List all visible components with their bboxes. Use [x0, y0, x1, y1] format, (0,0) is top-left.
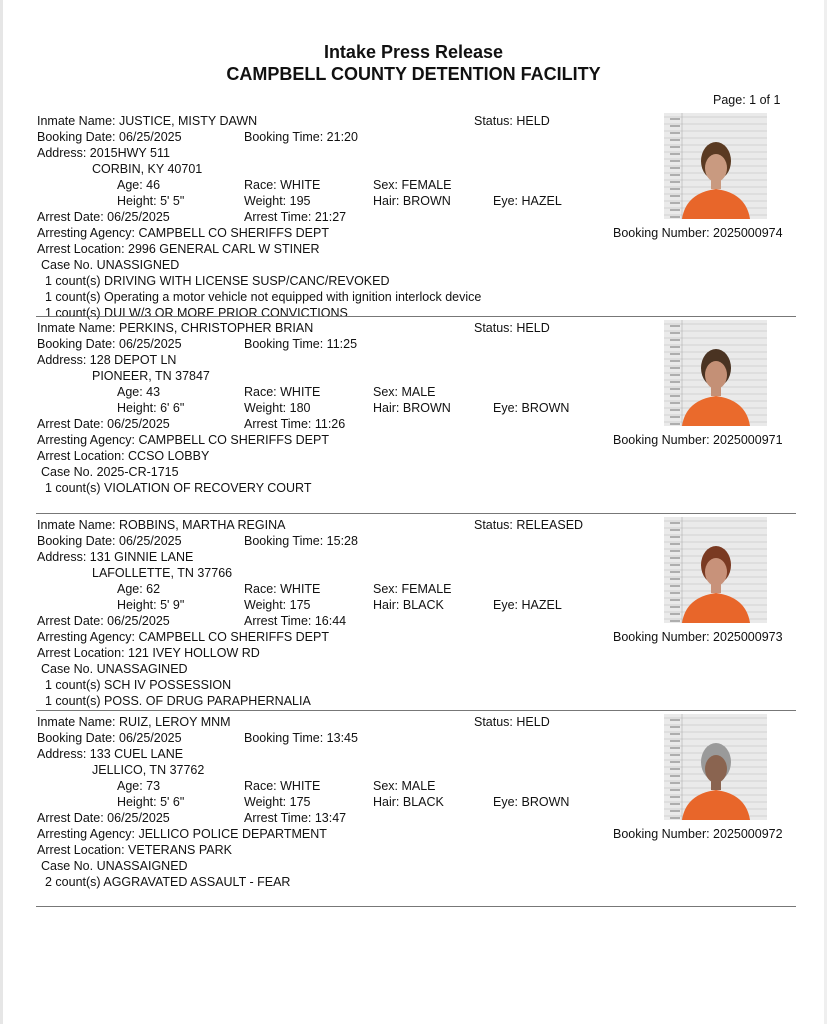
inmate-name: Inmate Name: JUSTICE, MISTY DAWN [37, 114, 258, 128]
sex: Sex: MALE [373, 779, 436, 793]
age: Age: 73 [117, 779, 161, 793]
inmate-status: Status: HELD [474, 715, 550, 729]
arrest-time: Arrest Time: 11:26 [244, 417, 346, 431]
address-city: CORBIN, KY 40701 [92, 162, 203, 176]
charge-line: 1 count(s) POSS. OF DRUG PARAPHERNALIA [45, 694, 311, 708]
race: Race: WHITE [244, 582, 321, 596]
case-number: Case No. UNASSAGINED [41, 662, 188, 676]
eye-color: Eye: BROWN [493, 795, 570, 809]
inmate-record [0, 320, 827, 520]
case-number: Case No. UNASSIGNED [41, 258, 180, 272]
case-number: Case No. UNASSAIGNED [41, 859, 188, 873]
booking-date: Booking Date: 06/25/2025 [37, 337, 182, 351]
weight: Weight: 195 [244, 194, 311, 208]
weight: Weight: 175 [244, 598, 311, 612]
inmate-record [0, 517, 827, 717]
arresting-agency: Arresting Agency: CAMPBELL CO SHERIFFS DEPT [37, 433, 329, 447]
hair: Hair: BROWN [373, 194, 451, 208]
arresting-agency: Arresting Agency: CAMPBELL CO SHERIFFS DEPT [37, 226, 329, 240]
inmate-name: Inmate Name: ROBBINS, MARTHA REGINA [37, 518, 286, 532]
height: Height: 5' 9" [117, 598, 185, 612]
arrest-time: Arrest Time: 13:47 [244, 811, 347, 825]
address-line: Address: 128 DEPOT LN [37, 353, 177, 367]
sex: Sex: FEMALE [373, 178, 452, 192]
booking-number: Booking Number: 2025000971 [613, 433, 783, 447]
height: Height: 5' 5" [117, 194, 185, 208]
race: Race: WHITE [244, 178, 321, 192]
height: Height: 5' 6" [117, 795, 185, 809]
eye-color: Eye: BROWN [493, 401, 570, 415]
hair: Hair: BLACK [373, 598, 444, 612]
booking-photo [664, 714, 767, 820]
address-city: JELLICO, TN 37762 [92, 763, 205, 777]
record-divider [36, 710, 796, 711]
charge-line: 2 count(s) AGGRAVATED ASSAULT - FEAR [45, 875, 291, 889]
address-city: PIONEER, TN 37847 [92, 369, 210, 383]
arresting-agency: Arresting Agency: JELLICO POLICE DEPARTMENT [37, 827, 327, 841]
booking-number: Booking Number: 2025000972 [613, 827, 783, 841]
booking-number: Booking Number: 2025000974 [613, 226, 783, 240]
weight: Weight: 175 [244, 795, 311, 809]
arrest-date: Arrest Date: 06/25/2025 [37, 614, 170, 628]
arrest-location: Arrest Location: 121 IVEY HOLLOW RD [37, 646, 260, 660]
arrest-location: Arrest Location: CCSO LOBBY [37, 449, 210, 463]
page-number: Page: 1 of 1 [713, 93, 781, 107]
inmate-record [0, 714, 827, 914]
arresting-agency: Arresting Agency: CAMPBELL CO SHERIFFS DEPT [37, 630, 329, 644]
charge-line: 1 count(s) DUI W/3 OR MORE PRIOR CONVICTIONS [45, 306, 348, 320]
record-divider [36, 316, 796, 317]
charge-line: 1 count(s) VIOLATION OF RECOVERY COURT [45, 481, 312, 495]
address-city: LAFOLLETTE, TN 37766 [92, 566, 233, 580]
charge-line: 1 count(s) SCH IV POSSESSION [45, 678, 232, 692]
eye-color: Eye: HAZEL [493, 598, 562, 612]
booking-photo [664, 517, 767, 623]
page-title: Intake Press Release [323, 42, 504, 62]
weight: Weight: 180 [244, 401, 311, 415]
address-line: Address: 2015HWY 511 [37, 146, 170, 160]
hair: Hair: BROWN [373, 401, 451, 415]
booking-number: Booking Number: 2025000973 [613, 630, 783, 644]
inmate-status: Status: HELD [474, 114, 550, 128]
arrest-date: Arrest Date: 06/25/2025 [37, 417, 170, 431]
arrest-time: Arrest Time: 21:27 [244, 210, 347, 224]
address-line: Address: 133 CUEL LANE [37, 747, 184, 761]
age: Age: 62 [117, 582, 161, 596]
age: Age: 43 [117, 385, 161, 399]
arrest-location: Arrest Location: VETERANS PARK [37, 843, 232, 857]
booking-time: Booking Time: 13:45 [244, 731, 358, 745]
charge-line: 1 count(s) DRIVING WITH LICENSE SUSP/CANC/REVOKED [45, 274, 390, 288]
booking-time: Booking Time: 21:20 [244, 130, 358, 144]
booking-date: Booking Date: 06/25/2025 [37, 534, 182, 548]
arrest-date: Arrest Date: 06/25/2025 [37, 210, 170, 224]
race: Race: WHITE [244, 385, 321, 399]
hair: Hair: BLACK [373, 795, 444, 809]
inmate-status: Status: RELEASED [474, 518, 584, 532]
booking-date: Booking Date: 06/25/2025 [37, 130, 182, 144]
inmate-name: Inmate Name: PERKINS, CHRISTOPHER BRIAN [37, 321, 314, 335]
booking-date: Booking Date: 06/25/2025 [37, 731, 182, 745]
booking-time: Booking Time: 11:25 [244, 337, 358, 351]
sex: Sex: MALE [373, 385, 436, 399]
booking-photo [664, 113, 767, 219]
sex: Sex: FEMALE [373, 582, 452, 596]
inmate-status: Status: HELD [474, 321, 550, 335]
address-line: Address: 131 GINNIE LANE [37, 550, 194, 564]
eye-color: Eye: HAZEL [493, 194, 562, 208]
case-number: Case No. 2025-CR-1715 [41, 465, 179, 479]
arrest-location: Arrest Location: 2996 GENERAL CARL W STINER [37, 242, 320, 256]
booking-time: Booking Time: 15:28 [244, 534, 358, 548]
booking-photo [664, 320, 767, 426]
inmate-name: Inmate Name: RUIZ, LEROY MNM [37, 715, 231, 729]
race: Race: WHITE [244, 779, 321, 793]
charge-line: 1 count(s) Operating a motor vehicle not equipped with ignition interlock device [45, 290, 482, 304]
record-divider [36, 513, 796, 514]
inmate-record [0, 113, 827, 320]
arrest-time: Arrest Time: 16:44 [244, 614, 347, 628]
record-divider [36, 906, 796, 907]
facility-name: CAMPBELL COUNTY DETENTION FACILITY [226, 64, 601, 84]
age: Age: 46 [117, 178, 161, 192]
arrest-date: Arrest Date: 06/25/2025 [37, 811, 170, 825]
height: Height: 6' 6" [117, 401, 185, 415]
